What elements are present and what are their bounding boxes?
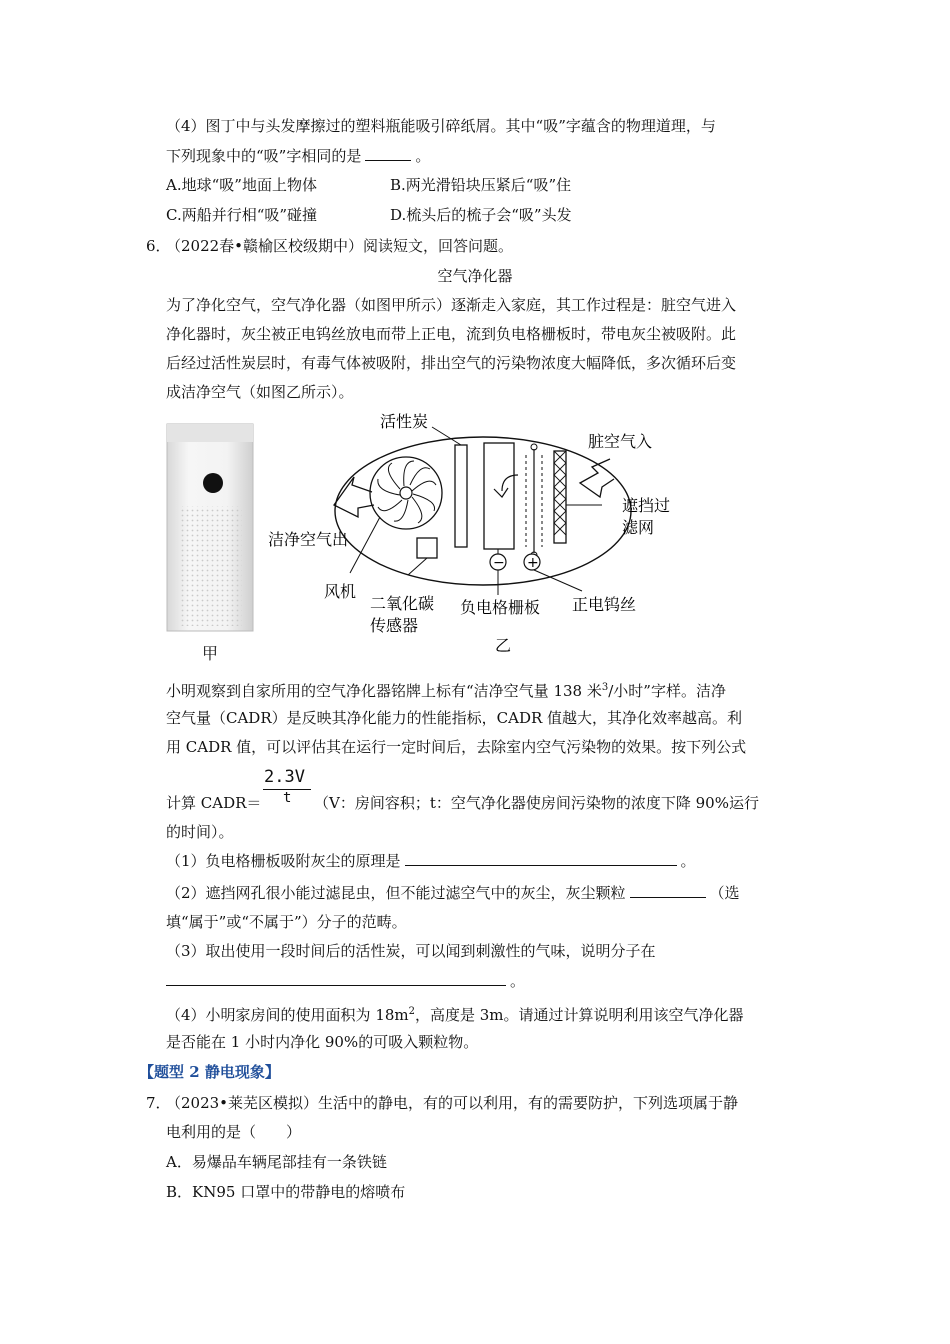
outlet-arrow xyxy=(334,477,374,517)
q6-sub1 xyxy=(166,851,696,871)
label-negative-grid: 负电格栅板 xyxy=(460,598,541,617)
q7-option-a: A．易爆品车辆尾部挂有一条铁链 xyxy=(166,1153,387,1171)
purifier-sensor-dot xyxy=(203,473,223,493)
q6-sub4-line1 xyxy=(166,1002,744,1025)
sub2-answer-blank[interactable] xyxy=(630,883,706,898)
q5-answer-blank[interactable] xyxy=(365,146,411,161)
formula-line2: 的时间）。 xyxy=(166,823,234,841)
q6-para1-line2: 净化器时，灰尘被正电钨丝放电而带上正电，流到负电格栅板时，带电灰尘被吸附。此 xyxy=(166,325,737,343)
sub1-text: （1）负电格栅板吸附灰尘的原理是 xyxy=(166,852,401,870)
figure-jia xyxy=(160,418,270,668)
label-filter-line2: 滤网 xyxy=(622,518,655,537)
q6-sub3-line2 xyxy=(166,971,525,991)
fan-icon xyxy=(370,457,442,529)
q5-part4-line1: （4）图丁中与头发摩擦过的塑料瓶能吸引碎纸屑。其中“吸”字蕴含的物理道理，与 xyxy=(166,117,716,135)
q7-line2: 电利用的是（ ） xyxy=(166,1123,302,1141)
sub4-text-a: （4）小明家房间的使用面积为 18m xyxy=(166,1006,409,1024)
sub1-end: 。 xyxy=(680,852,696,870)
purifier-top xyxy=(167,424,253,442)
label-yi: 乙 xyxy=(495,636,512,655)
plus-sign: + xyxy=(527,555,539,571)
para2-superscript: 3 xyxy=(601,682,609,693)
q6-sub2-line2: 填“属于”或“不属于”）分子的范畴。 xyxy=(166,913,407,931)
sub3-answer-blank[interactable] xyxy=(166,971,506,986)
figure-yi xyxy=(262,405,682,660)
formula-numerator: 2.3V xyxy=(264,767,305,787)
q7-option-b: B．KN95 口罩中的带静电的熔喷布 xyxy=(166,1183,406,1201)
label-co2-sensor-line2: 传感器 xyxy=(370,616,419,635)
label-filter-line1: 遮挡过 xyxy=(622,496,671,515)
label-activated-carbon: 活性炭 xyxy=(380,412,429,431)
minus-sign: − xyxy=(493,555,505,571)
q6-sub4-line2: 是否能在 1 小时内净化 90%的可吸入颗粒物。 xyxy=(166,1033,479,1051)
q6-para2-line2: 空气量（CADR）是反映其净化能力的性能指标，CADR 值越大，其净化效率越高。利 xyxy=(166,709,743,727)
q6-article-title: 空气净化器 xyxy=(437,267,513,285)
label-clean-air-out: 洁净空气出 xyxy=(268,530,349,549)
co2-sensor-box xyxy=(417,538,437,558)
label-dirty-air-in: 脏空气入 xyxy=(588,432,653,451)
q5-part4-end: 。 xyxy=(415,147,431,165)
label-co2-sensor-line1: 二氧化碳 xyxy=(370,594,435,613)
q5-part4-line2 xyxy=(166,146,430,166)
q7-number: 7． xyxy=(146,1094,171,1112)
para2-text-a: 小明观察到自家所用的空气净化器铭牌上标有“洁净空气量 138 米 xyxy=(166,682,602,700)
q5-option-d: D.梳头后的梳子会“吸”头发 xyxy=(390,206,572,224)
q6-para2-line3: 用 CADR 值，可以评估其在运行一定时间后，去除室内空气污染物的效果。按下列公式 xyxy=(166,738,747,756)
sub2-text: （2）遮挡网孔很小能过滤昆虫，但不能过滤空气中的灰尘，灰尘颗粒 xyxy=(166,884,626,902)
q6-para1-line3: 后经过活性炭层时，有毒气体被吸附，排出空气的污染物浓度大幅降低，多次循环后变 xyxy=(166,354,737,372)
q6-sub2 xyxy=(166,883,740,903)
activated-carbon-layer xyxy=(455,445,467,547)
formula-suffix: （V：房间容积；t：空气净化器使房间污染物的浓度下降 90%运行 xyxy=(314,794,759,812)
label-jia: 甲 xyxy=(202,644,219,663)
sub3-end: 。 xyxy=(510,972,526,990)
negative-grid-plate xyxy=(484,443,514,549)
flow-arrow xyxy=(502,475,518,491)
sub2-end: （选 xyxy=(709,884,740,902)
q5-option-c: C.两船并行相“吸”碰撞 xyxy=(166,206,318,224)
formula-denominator: t xyxy=(283,790,292,806)
inlet-arrow xyxy=(580,459,614,497)
label-positive-wire: 正电钨丝 xyxy=(572,595,637,614)
formula-prefix: 计算 CADR＝ xyxy=(166,794,262,812)
q6-intro: （2022春•赣榆区校级期中）阅读短文，回答问题。 xyxy=(166,237,514,255)
section-heading: 【题型 2 静电现象】 xyxy=(139,1063,280,1081)
q5-option-b: B.两光滑铅块压紧后“吸”住 xyxy=(390,176,572,194)
sub4-superscript: 2 xyxy=(408,1006,415,1017)
purifier-mesh xyxy=(180,506,242,626)
q6-number: 6． xyxy=(146,237,171,255)
sub4-text-b: ，高度是 3m。请通过计算说明利用该空气净化器 xyxy=(415,1006,744,1024)
q6-sub3-line1: （3）取出使用一段时间后的活性炭，可以闻到刺激性的气味，说明分子在 xyxy=(166,942,656,960)
q6-para1-line4: 成洁净空气（如图乙所示）。 xyxy=(166,383,354,401)
q7-line1: （2023•莱芜区模拟）生活中的静电，有的可以利用，有的需要防护，下列选项属于静 xyxy=(166,1094,739,1112)
purifier-housing xyxy=(335,437,631,585)
label-fan: 风机 xyxy=(324,582,357,601)
q5-option-a: A.地球“吸”地面上物体 xyxy=(166,176,317,194)
q6-para1-line1: 为了净化空气，空气净化器（如图甲所示）逐渐走入家庭，其工作过程是：脏空气进入 xyxy=(166,296,737,314)
q6-para2-line1 xyxy=(166,678,726,701)
para2-text-b: /小时”字样。洁净 xyxy=(608,682,726,700)
q5-part4-text: 下列现象中的“吸”字相同的是 xyxy=(166,147,362,165)
sub1-answer-blank[interactable] xyxy=(405,851,677,866)
